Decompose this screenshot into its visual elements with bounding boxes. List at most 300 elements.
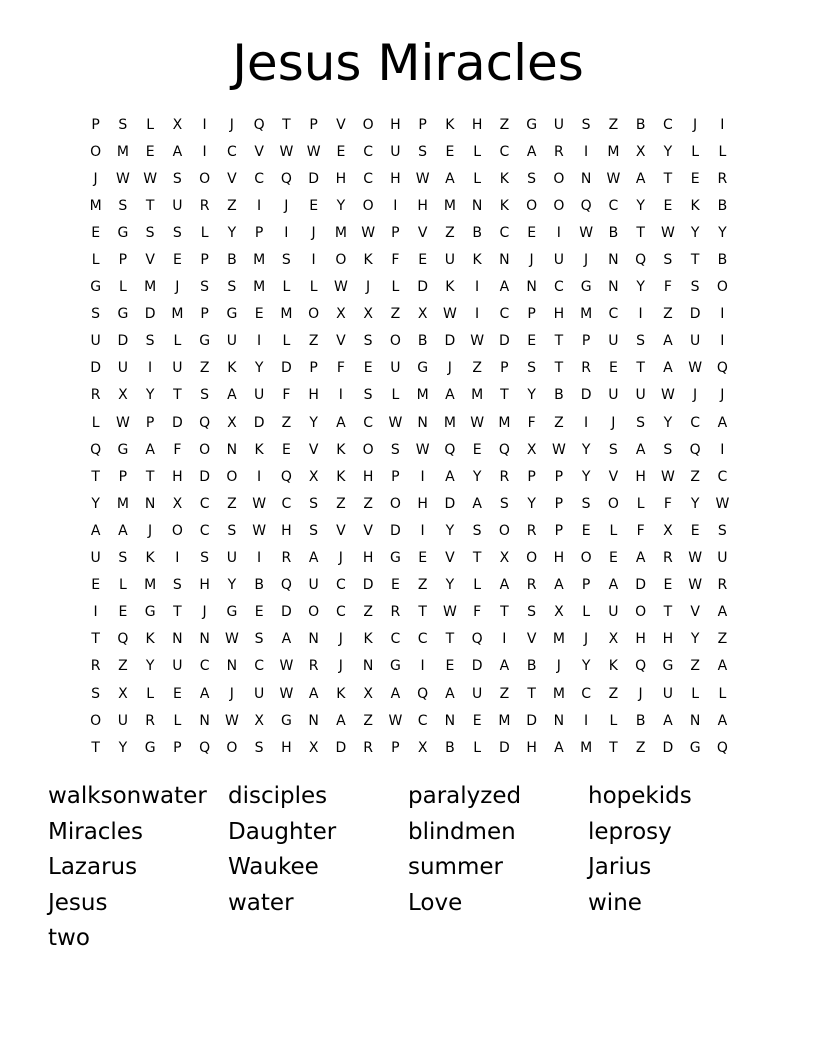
- grid-cell[interactable]: W: [388, 712, 403, 729]
- grid-cell[interactable]: Q: [280, 468, 292, 485]
- grid-cell[interactable]: F: [391, 252, 400, 269]
- grid-cell[interactable]: W: [115, 414, 130, 431]
- grid-cell[interactable]: C: [335, 577, 346, 594]
- grid-cell[interactable]: A: [281, 631, 292, 648]
- grid-cell[interactable]: M: [144, 577, 157, 594]
- grid-cell[interactable]: K: [227, 360, 237, 377]
- grid-cell[interactable]: K: [363, 252, 373, 269]
- grid-cell[interactable]: E: [445, 658, 455, 675]
- grid-cell[interactable]: T: [690, 252, 700, 269]
- grid-cell[interactable]: I: [420, 468, 425, 485]
- grid-cell[interactable]: Y: [118, 739, 128, 756]
- grid-cell[interactable]: W: [442, 604, 457, 621]
- grid-cell[interactable]: U: [608, 387, 619, 404]
- grid-cell[interactable]: I: [93, 604, 98, 621]
- grid-cell[interactable]: Z: [445, 224, 455, 241]
- grid-cell[interactable]: T: [145, 468, 155, 485]
- grid-cell[interactable]: Y: [663, 143, 673, 160]
- grid-cell[interactable]: E: [336, 143, 346, 160]
- grid-cell[interactable]: M: [116, 143, 129, 160]
- grid-cell[interactable]: J: [638, 685, 643, 702]
- grid-cell[interactable]: P: [581, 577, 591, 594]
- grid-cell[interactable]: O: [526, 550, 538, 567]
- grid-cell[interactable]: E: [254, 604, 264, 621]
- grid-cell[interactable]: Q: [498, 441, 510, 458]
- grid-cell[interactable]: Q: [117, 631, 129, 648]
- grid-cell[interactable]: L: [473, 143, 482, 160]
- grid-cell[interactable]: B: [526, 658, 537, 675]
- grid-cell[interactable]: C: [417, 631, 428, 648]
- grid-cell[interactable]: C: [199, 658, 210, 675]
- grid-cell[interactable]: U: [172, 658, 183, 675]
- grid-cell[interactable]: S: [390, 441, 400, 458]
- grid-cell[interactable]: P: [200, 252, 209, 269]
- grid-cell[interactable]: G: [117, 441, 129, 458]
- grid-cell[interactable]: L: [91, 252, 100, 269]
- grid-cell[interactable]: X: [363, 685, 373, 702]
- grid-cell[interactable]: F: [636, 522, 645, 539]
- grid-cell[interactable]: P: [418, 116, 427, 133]
- grid-cell[interactable]: O: [580, 550, 592, 567]
- grid-cell[interactable]: X: [172, 495, 183, 512]
- grid-cell[interactable]: Z: [363, 495, 373, 512]
- grid-cell[interactable]: E: [690, 522, 700, 539]
- grid-cell[interactable]: Q: [280, 577, 292, 594]
- grid-cell[interactable]: K: [336, 685, 346, 702]
- grid-cell[interactable]: N: [471, 197, 483, 214]
- grid-cell[interactable]: B: [635, 116, 646, 133]
- grid-cell[interactable]: C: [281, 495, 292, 512]
- grid-cell[interactable]: Z: [690, 658, 700, 675]
- grid-cell[interactable]: R: [526, 577, 537, 594]
- grid-cell[interactable]: A: [308, 550, 319, 567]
- grid-cell[interactable]: D: [444, 333, 456, 350]
- grid-cell[interactable]: Z: [227, 495, 237, 512]
- grid-cell[interactable]: R: [90, 658, 101, 675]
- grid-cell[interactable]: A: [172, 143, 183, 160]
- grid-cell[interactable]: D: [117, 333, 129, 350]
- grid-cell[interactable]: H: [553, 550, 565, 567]
- grid-cell[interactable]: S: [200, 387, 210, 404]
- grid-cell[interactable]: Z: [472, 360, 482, 377]
- grid-cell[interactable]: O: [199, 170, 211, 187]
- grid-cell[interactable]: C: [499, 143, 510, 160]
- grid-cell[interactable]: W: [442, 306, 457, 323]
- grid-cell[interactable]: C: [254, 658, 265, 675]
- grid-cell[interactable]: A: [717, 712, 728, 729]
- grid-cell[interactable]: P: [554, 495, 564, 512]
- grid-cell[interactable]: M: [334, 224, 347, 241]
- grid-cell[interactable]: J: [202, 604, 207, 621]
- grid-cell[interactable]: E: [418, 550, 428, 567]
- grid-cell[interactable]: V: [445, 550, 455, 567]
- grid-cell[interactable]: L: [582, 604, 591, 621]
- grid-cell[interactable]: I: [584, 414, 589, 431]
- grid-cell[interactable]: P: [527, 468, 536, 485]
- grid-cell[interactable]: V: [336, 333, 346, 350]
- grid-cell[interactable]: I: [257, 550, 262, 567]
- grid-cell[interactable]: L: [173, 333, 182, 350]
- grid-cell[interactable]: C: [499, 224, 510, 241]
- grid-cell[interactable]: U: [390, 143, 401, 160]
- grid-cell[interactable]: I: [338, 387, 343, 404]
- grid-cell[interactable]: S: [118, 116, 128, 133]
- grid-cell[interactable]: R: [363, 739, 373, 756]
- grid-cell[interactable]: J: [366, 279, 371, 296]
- grid-cell[interactable]: L: [609, 712, 618, 729]
- grid-cell[interactable]: O: [226, 468, 238, 485]
- grid-cell[interactable]: R: [199, 197, 210, 214]
- grid-cell[interactable]: O: [308, 604, 320, 621]
- grid-cell[interactable]: J: [447, 360, 452, 377]
- grid-cell[interactable]: I: [257, 333, 262, 350]
- grid-cell[interactable]: O: [199, 441, 211, 458]
- grid-cell[interactable]: S: [418, 143, 428, 160]
- grid-cell[interactable]: A: [145, 441, 155, 458]
- grid-cell[interactable]: X: [308, 468, 319, 485]
- grid-cell[interactable]: P: [118, 468, 128, 485]
- grid-cell[interactable]: S: [581, 116, 591, 133]
- grid-cell[interactable]: I: [720, 333, 725, 350]
- grid-cell[interactable]: T: [663, 604, 673, 621]
- grid-cell[interactable]: Y: [663, 414, 673, 431]
- grid-cell[interactable]: P: [554, 468, 564, 485]
- grid-cell[interactable]: J: [311, 224, 316, 241]
- grid-cell[interactable]: Z: [690, 468, 700, 485]
- grid-cell[interactable]: G: [580, 279, 592, 296]
- grid-cell[interactable]: Z: [717, 631, 728, 648]
- grid-cell[interactable]: X: [635, 143, 646, 160]
- grid-cell[interactable]: V: [227, 170, 237, 187]
- grid-cell[interactable]: Y: [336, 197, 346, 214]
- grid-cell[interactable]: Q: [635, 252, 647, 269]
- grid-cell[interactable]: B: [254, 577, 264, 594]
- grid-cell[interactable]: F: [173, 441, 182, 458]
- grid-cell[interactable]: V: [336, 522, 346, 539]
- grid-cell[interactable]: E: [608, 550, 618, 567]
- grid-cell[interactable]: V: [690, 604, 700, 621]
- grid-cell[interactable]: D: [526, 712, 538, 729]
- grid-cell[interactable]: D: [280, 604, 292, 621]
- grid-cell[interactable]: A: [635, 441, 646, 458]
- grid-cell[interactable]: Y: [227, 224, 237, 241]
- grid-cell[interactable]: P: [391, 739, 400, 756]
- grid-cell[interactable]: K: [336, 468, 346, 485]
- grid-cell[interactable]: K: [145, 631, 155, 648]
- grid-cell[interactable]: V: [526, 631, 537, 648]
- grid-cell[interactable]: H: [281, 739, 292, 756]
- grid-cell[interactable]: N: [417, 414, 428, 431]
- grid-cell[interactable]: S: [91, 685, 101, 702]
- grid-cell[interactable]: T: [173, 387, 182, 404]
- grid-cell[interactable]: E: [145, 143, 155, 160]
- grid-cell[interactable]: C: [226, 143, 237, 160]
- grid-cell[interactable]: R: [281, 550, 292, 567]
- grid-cell[interactable]: M: [171, 306, 184, 323]
- grid-cell[interactable]: O: [498, 522, 510, 539]
- grid-cell[interactable]: S: [145, 333, 155, 350]
- grid-cell[interactable]: U: [608, 333, 619, 350]
- grid-cell[interactable]: J: [338, 658, 343, 675]
- grid-cell[interactable]: P: [527, 306, 536, 323]
- grid-cell[interactable]: L: [173, 712, 182, 729]
- grid-cell[interactable]: E: [690, 170, 700, 187]
- grid-cell[interactable]: Y: [527, 495, 536, 512]
- grid-cell[interactable]: C: [690, 414, 701, 431]
- grid-cell[interactable]: L: [200, 224, 209, 241]
- grid-cell[interactable]: O: [90, 712, 102, 729]
- grid-cell[interactable]: W: [470, 333, 485, 350]
- grid-cell[interactable]: E: [663, 577, 673, 594]
- grid-cell[interactable]: Y: [227, 577, 237, 594]
- grid-cell[interactable]: I: [393, 197, 398, 214]
- grid-cell[interactable]: B: [472, 224, 482, 241]
- grid-cell[interactable]: A: [663, 360, 673, 377]
- grid-cell[interactable]: S: [145, 224, 155, 241]
- grid-cell[interactable]: P: [309, 360, 318, 377]
- grid-cell[interactable]: W: [688, 360, 703, 377]
- grid-cell[interactable]: W: [333, 279, 348, 296]
- grid-cell[interactable]: F: [663, 279, 672, 296]
- grid-cell[interactable]: A: [336, 712, 346, 729]
- grid-cell[interactable]: P: [91, 116, 100, 133]
- grid-cell[interactable]: M: [471, 387, 484, 404]
- grid-cell[interactable]: Z: [608, 116, 619, 133]
- grid-cell[interactable]: Y: [145, 658, 155, 675]
- grid-cell[interactable]: A: [635, 170, 646, 187]
- grid-cell[interactable]: S: [254, 631, 264, 648]
- grid-cell[interactable]: U: [172, 360, 183, 377]
- grid-cell[interactable]: A: [526, 143, 537, 160]
- grid-cell[interactable]: G: [117, 224, 129, 241]
- grid-cell[interactable]: W: [279, 685, 294, 702]
- grid-cell[interactable]: V: [336, 116, 346, 133]
- grid-cell[interactable]: W: [415, 441, 430, 458]
- grid-cell[interactable]: P: [581, 333, 591, 350]
- grid-cell[interactable]: X: [227, 414, 237, 431]
- grid-cell[interactable]: J: [338, 550, 343, 567]
- grid-cell[interactable]: K: [499, 197, 509, 214]
- grid-cell[interactable]: V: [363, 522, 373, 539]
- grid-cell[interactable]: T: [527, 685, 536, 702]
- grid-cell[interactable]: Q: [689, 441, 701, 458]
- grid-cell[interactable]: L: [118, 577, 127, 594]
- grid-cell[interactable]: A: [554, 577, 564, 594]
- grid-cell[interactable]: H: [471, 116, 483, 133]
- grid-cell[interactable]: A: [635, 550, 646, 567]
- grid-cell[interactable]: M: [498, 414, 511, 431]
- grid-cell[interactable]: U: [553, 116, 564, 133]
- grid-cell[interactable]: V: [308, 441, 319, 458]
- grid-cell[interactable]: H: [362, 550, 374, 567]
- grid-cell[interactable]: I: [284, 224, 289, 241]
- grid-cell[interactable]: U: [444, 252, 455, 269]
- grid-cell[interactable]: L: [691, 685, 700, 702]
- grid-cell[interactable]: J: [611, 414, 616, 431]
- grid-cell[interactable]: I: [420, 658, 425, 675]
- grid-cell[interactable]: E: [172, 685, 182, 702]
- grid-cell[interactable]: S: [281, 252, 291, 269]
- grid-cell[interactable]: D: [280, 360, 292, 377]
- grid-cell[interactable]: D: [389, 522, 401, 539]
- grid-cell[interactable]: P: [173, 739, 182, 756]
- grid-cell[interactable]: M: [144, 279, 157, 296]
- grid-cell[interactable]: I: [202, 116, 207, 133]
- grid-cell[interactable]: A: [554, 739, 564, 756]
- grid-cell[interactable]: O: [308, 306, 320, 323]
- grid-cell[interactable]: U: [553, 252, 564, 269]
- grid-cell[interactable]: Y: [472, 468, 482, 485]
- grid-cell[interactable]: G: [280, 712, 292, 729]
- grid-cell[interactable]: Z: [417, 577, 428, 594]
- grid-cell[interactable]: L: [473, 170, 482, 187]
- grid-cell[interactable]: J: [148, 522, 153, 539]
- grid-cell[interactable]: F: [282, 387, 291, 404]
- grid-cell[interactable]: U: [117, 712, 128, 729]
- grid-cell[interactable]: Q: [444, 441, 456, 458]
- grid-cell[interactable]: N: [608, 252, 619, 269]
- grid-cell[interactable]: N: [308, 712, 319, 729]
- grid-cell[interactable]: Y: [636, 279, 645, 296]
- grid-cell[interactable]: I: [311, 252, 316, 269]
- grid-cell[interactable]: J: [693, 116, 698, 133]
- grid-cell[interactable]: X: [663, 522, 673, 539]
- grid-cell[interactable]: E: [527, 224, 537, 241]
- grid-cell[interactable]: N: [199, 712, 210, 729]
- grid-cell[interactable]: X: [172, 116, 183, 133]
- grid-cell[interactable]: Y: [581, 441, 591, 458]
- grid-cell[interactable]: L: [282, 333, 291, 350]
- grid-cell[interactable]: Z: [281, 414, 292, 431]
- grid-cell[interactable]: T: [418, 604, 427, 621]
- grid-cell[interactable]: K: [445, 279, 455, 296]
- grid-cell[interactable]: P: [254, 224, 264, 241]
- grid-cell[interactable]: H: [635, 631, 646, 648]
- grid-cell[interactable]: M: [552, 631, 565, 648]
- grid-cell[interactable]: Q: [417, 685, 429, 702]
- grid-cell[interactable]: V: [145, 252, 155, 269]
- grid-cell[interactable]: U: [90, 550, 101, 567]
- grid-cell[interactable]: Z: [499, 685, 510, 702]
- grid-cell[interactable]: S: [227, 279, 237, 296]
- grid-cell[interactable]: H: [390, 170, 401, 187]
- grid-cell[interactable]: P: [145, 414, 155, 431]
- grid-cell[interactable]: F: [527, 414, 536, 431]
- grid-cell[interactable]: Y: [581, 658, 591, 675]
- grid-cell[interactable]: N: [226, 441, 238, 458]
- grid-cell[interactable]: W: [224, 631, 239, 648]
- grid-cell[interactable]: L: [718, 143, 727, 160]
- grid-cell[interactable]: N: [199, 631, 210, 648]
- grid-cell[interactable]: T: [663, 170, 673, 187]
- grid-cell[interactable]: C: [363, 414, 374, 431]
- grid-cell[interactable]: G: [389, 658, 401, 675]
- grid-cell[interactable]: H: [553, 306, 565, 323]
- grid-cell[interactable]: C: [581, 685, 592, 702]
- grid-cell[interactable]: A: [445, 685, 455, 702]
- grid-cell[interactable]: L: [146, 685, 155, 702]
- grid-cell[interactable]: L: [91, 414, 100, 431]
- grid-cell[interactable]: Y: [445, 522, 455, 539]
- grid-cell[interactable]: A: [445, 387, 455, 404]
- grid-cell[interactable]: E: [581, 522, 591, 539]
- grid-cell[interactable]: G: [144, 739, 156, 756]
- grid-cell[interactable]: E: [472, 712, 482, 729]
- grid-cell[interactable]: Y: [690, 631, 700, 648]
- grid-cell[interactable]: Q: [90, 441, 102, 458]
- grid-cell[interactable]: S: [608, 441, 618, 458]
- grid-cell[interactable]: I: [502, 631, 507, 648]
- grid-cell[interactable]: M: [116, 495, 129, 512]
- grid-cell[interactable]: Q: [716, 360, 728, 377]
- grid-cell[interactable]: A: [445, 170, 455, 187]
- grid-cell[interactable]: A: [663, 712, 673, 729]
- grid-cell[interactable]: A: [227, 387, 237, 404]
- grid-cell[interactable]: D: [580, 387, 592, 404]
- grid-cell[interactable]: U: [254, 387, 265, 404]
- grid-cell[interactable]: Z: [390, 306, 401, 323]
- grid-cell[interactable]: L: [391, 387, 400, 404]
- grid-cell[interactable]: O: [362, 116, 374, 133]
- grid-cell[interactable]: C: [363, 170, 374, 187]
- grid-cell[interactable]: U: [635, 387, 646, 404]
- grid-cell[interactable]: I: [475, 306, 480, 323]
- grid-cell[interactable]: Y: [690, 495, 700, 512]
- grid-cell[interactable]: C: [335, 604, 346, 621]
- grid-cell[interactable]: T: [636, 224, 645, 241]
- grid-cell[interactable]: Y: [254, 360, 264, 377]
- grid-cell[interactable]: A: [472, 495, 482, 512]
- grid-cell[interactable]: C: [199, 522, 210, 539]
- grid-cell[interactable]: I: [257, 468, 262, 485]
- grid-cell[interactable]: W: [306, 143, 321, 160]
- grid-cell[interactable]: B: [635, 712, 646, 729]
- grid-cell[interactable]: D: [362, 577, 374, 594]
- grid-cell[interactable]: I: [420, 522, 425, 539]
- grid-cell[interactable]: L: [691, 143, 700, 160]
- grid-cell[interactable]: L: [146, 116, 155, 133]
- grid-cell[interactable]: H: [281, 522, 292, 539]
- grid-cell[interactable]: O: [226, 739, 238, 756]
- grid-cell[interactable]: J: [338, 631, 343, 648]
- grid-cell[interactable]: R: [581, 360, 591, 377]
- grid-cell[interactable]: Y: [91, 495, 100, 512]
- grid-cell[interactable]: S: [91, 306, 101, 323]
- grid-cell[interactable]: P: [200, 306, 209, 323]
- grid-cell[interactable]: W: [224, 712, 239, 729]
- grid-cell[interactable]: D: [417, 279, 429, 296]
- grid-cell[interactable]: K: [445, 116, 455, 133]
- grid-cell[interactable]: O: [607, 495, 619, 512]
- grid-cell[interactable]: C: [417, 712, 428, 729]
- grid-cell[interactable]: H: [635, 468, 646, 485]
- grid-cell[interactable]: B: [227, 252, 237, 269]
- grid-cell[interactable]: J: [584, 631, 589, 648]
- grid-cell[interactable]: Z: [363, 604, 373, 621]
- grid-cell[interactable]: G: [226, 604, 238, 621]
- grid-cell[interactable]: E: [445, 143, 455, 160]
- grid-cell[interactable]: E: [91, 577, 101, 594]
- grid-cell[interactable]: M: [580, 306, 593, 323]
- grid-cell[interactable]: W: [388, 414, 403, 431]
- grid-cell[interactable]: Z: [663, 306, 673, 323]
- grid-cell[interactable]: D: [662, 739, 674, 756]
- grid-cell[interactable]: H: [526, 739, 537, 756]
- grid-cell[interactable]: S: [527, 360, 537, 377]
- grid-cell[interactable]: N: [689, 712, 701, 729]
- grid-cell[interactable]: Y: [445, 577, 455, 594]
- grid-cell[interactable]: C: [553, 279, 564, 296]
